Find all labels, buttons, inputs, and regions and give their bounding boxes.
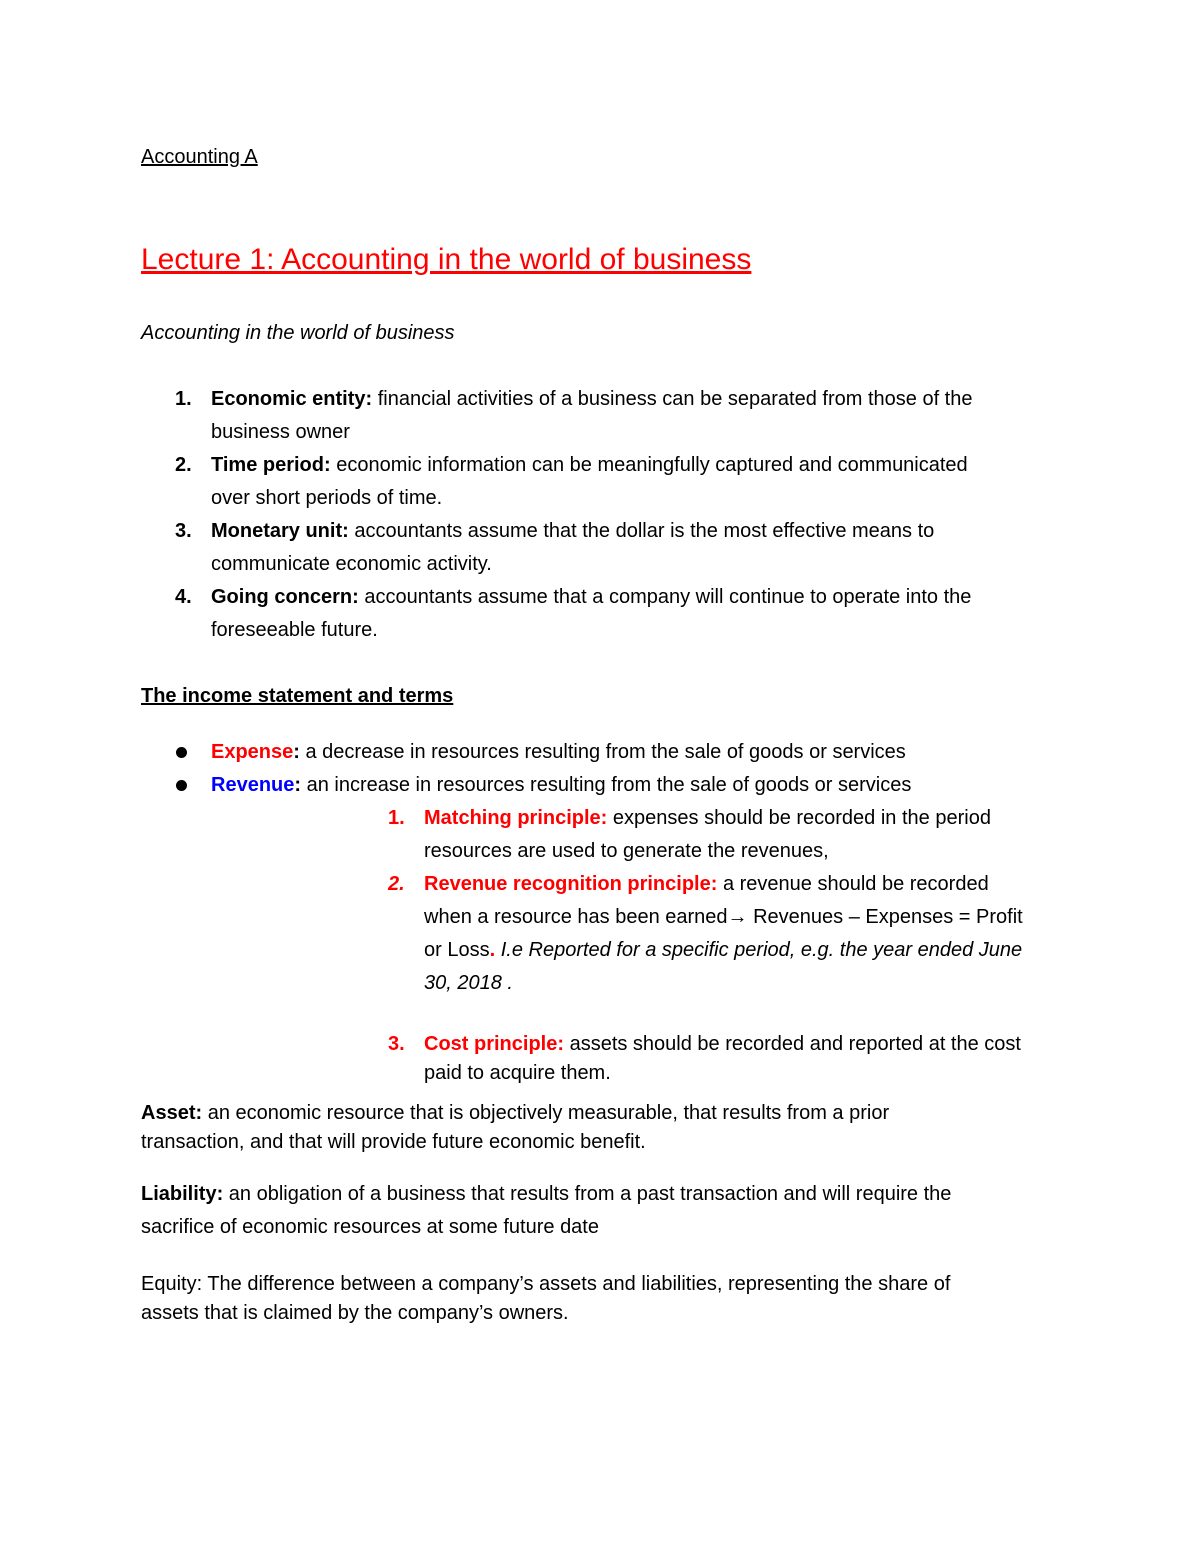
list-item-continuation bbox=[424, 934, 1022, 967]
term-label: Asset: bbox=[141, 1102, 203, 1124]
term-label: Expense bbox=[211, 741, 294, 763]
term-text: expenses should be recorded in the period bbox=[607, 807, 991, 829]
list-item-line bbox=[211, 581, 971, 614]
list-item-line bbox=[211, 449, 968, 482]
bullet-icon bbox=[176, 747, 187, 758]
term-label: Economic entity: bbox=[211, 388, 373, 410]
list-item-continuation: business owner bbox=[211, 421, 350, 443]
definition-continuation: transaction, and that will provide future economic benefit. bbox=[141, 1131, 646, 1153]
term-label: Going concern: bbox=[211, 586, 359, 608]
term-colon: : bbox=[294, 774, 302, 796]
term-text: accountants assume that a company will continue to operate into the bbox=[358, 586, 972, 608]
bullet-line bbox=[211, 736, 906, 769]
term-label: Monetary unit: bbox=[211, 520, 349, 542]
term-text: a revenue should be recorded bbox=[717, 873, 989, 895]
list-number: 3. bbox=[388, 1033, 405, 1055]
term-text: an economic resource that is objectively measurable, that results from a prior bbox=[202, 1102, 890, 1124]
text-segment: I.e Reported for a specific period, e.g. the year ended June bbox=[495, 939, 1023, 961]
list-item-continuation: communicate economic activity. bbox=[211, 553, 492, 575]
list-number: 3. bbox=[175, 520, 192, 542]
term-label: Cost principle: bbox=[424, 1033, 565, 1055]
list-item-line bbox=[211, 383, 972, 416]
text-segment: or Loss bbox=[424, 939, 490, 961]
term-label: Revenue bbox=[211, 774, 295, 796]
term-text: a decrease in resources resulting from the sale of goods or services bbox=[299, 741, 906, 763]
term-colon: : bbox=[293, 741, 300, 763]
bullet-line bbox=[211, 769, 911, 802]
definition-line: Equity: The difference between a company’s assets and liabilities, representing the share of bbox=[141, 1273, 951, 1295]
term-label: Matching principle: bbox=[424, 807, 608, 829]
term-label: Time period: bbox=[211, 454, 331, 476]
list-item-line bbox=[424, 868, 989, 901]
term-text: accountants assume that the dollar is the most effective means to bbox=[348, 520, 935, 542]
term-text: an increase in resources resulting from the sale of goods or services bbox=[301, 774, 912, 796]
term-text: economic information can be meaningfully captured and communicated bbox=[330, 454, 968, 476]
list-number: 4. bbox=[175, 586, 192, 608]
section-subtitle: Accounting in the world of business bbox=[141, 322, 455, 344]
list-item-continuation: paid to acquire them. bbox=[424, 1062, 611, 1084]
list-item-continuation: resources are used to generate the revenues, bbox=[424, 840, 829, 862]
definition-line bbox=[141, 1178, 951, 1211]
list-item-line bbox=[211, 515, 934, 548]
list-item-line bbox=[424, 802, 991, 835]
definition-continuation: sacrifice of economic resources at some future date bbox=[141, 1216, 599, 1238]
list-number: 2. bbox=[388, 873, 405, 895]
course-title: Accounting A bbox=[141, 146, 258, 168]
text-segment: . bbox=[489, 939, 496, 961]
bullet-icon bbox=[176, 780, 187, 791]
term-text: financial activities of a business can be separated from those of the bbox=[372, 388, 973, 410]
lecture-title: Lecture 1: Accounting in the world of business bbox=[141, 243, 752, 276]
definition-continuation: assets that is claimed by the company’s owners. bbox=[141, 1302, 569, 1324]
list-number: 2. bbox=[175, 454, 192, 476]
list-item-continuation: 30, 2018 . bbox=[424, 972, 513, 994]
term-label: Revenue recognition principle: bbox=[424, 873, 718, 895]
income-statement-heading: The income statement and terms bbox=[141, 685, 454, 707]
list-number: 1. bbox=[175, 388, 192, 410]
term-text: an obligation of a business that results from a past transaction and will require the bbox=[223, 1183, 952, 1205]
list-item-continuation: over short periods of time. bbox=[211, 487, 443, 509]
list-number: 1. bbox=[388, 807, 405, 829]
list-item-continuation: foreseeable future. bbox=[211, 619, 378, 641]
list-item-continuation: when a resource has been earned→ Revenues – Expenses = Profit bbox=[424, 906, 1023, 928]
term-text: assets should be recorded and reported at the cost bbox=[564, 1033, 1021, 1055]
term-label: Liability: bbox=[141, 1183, 224, 1205]
